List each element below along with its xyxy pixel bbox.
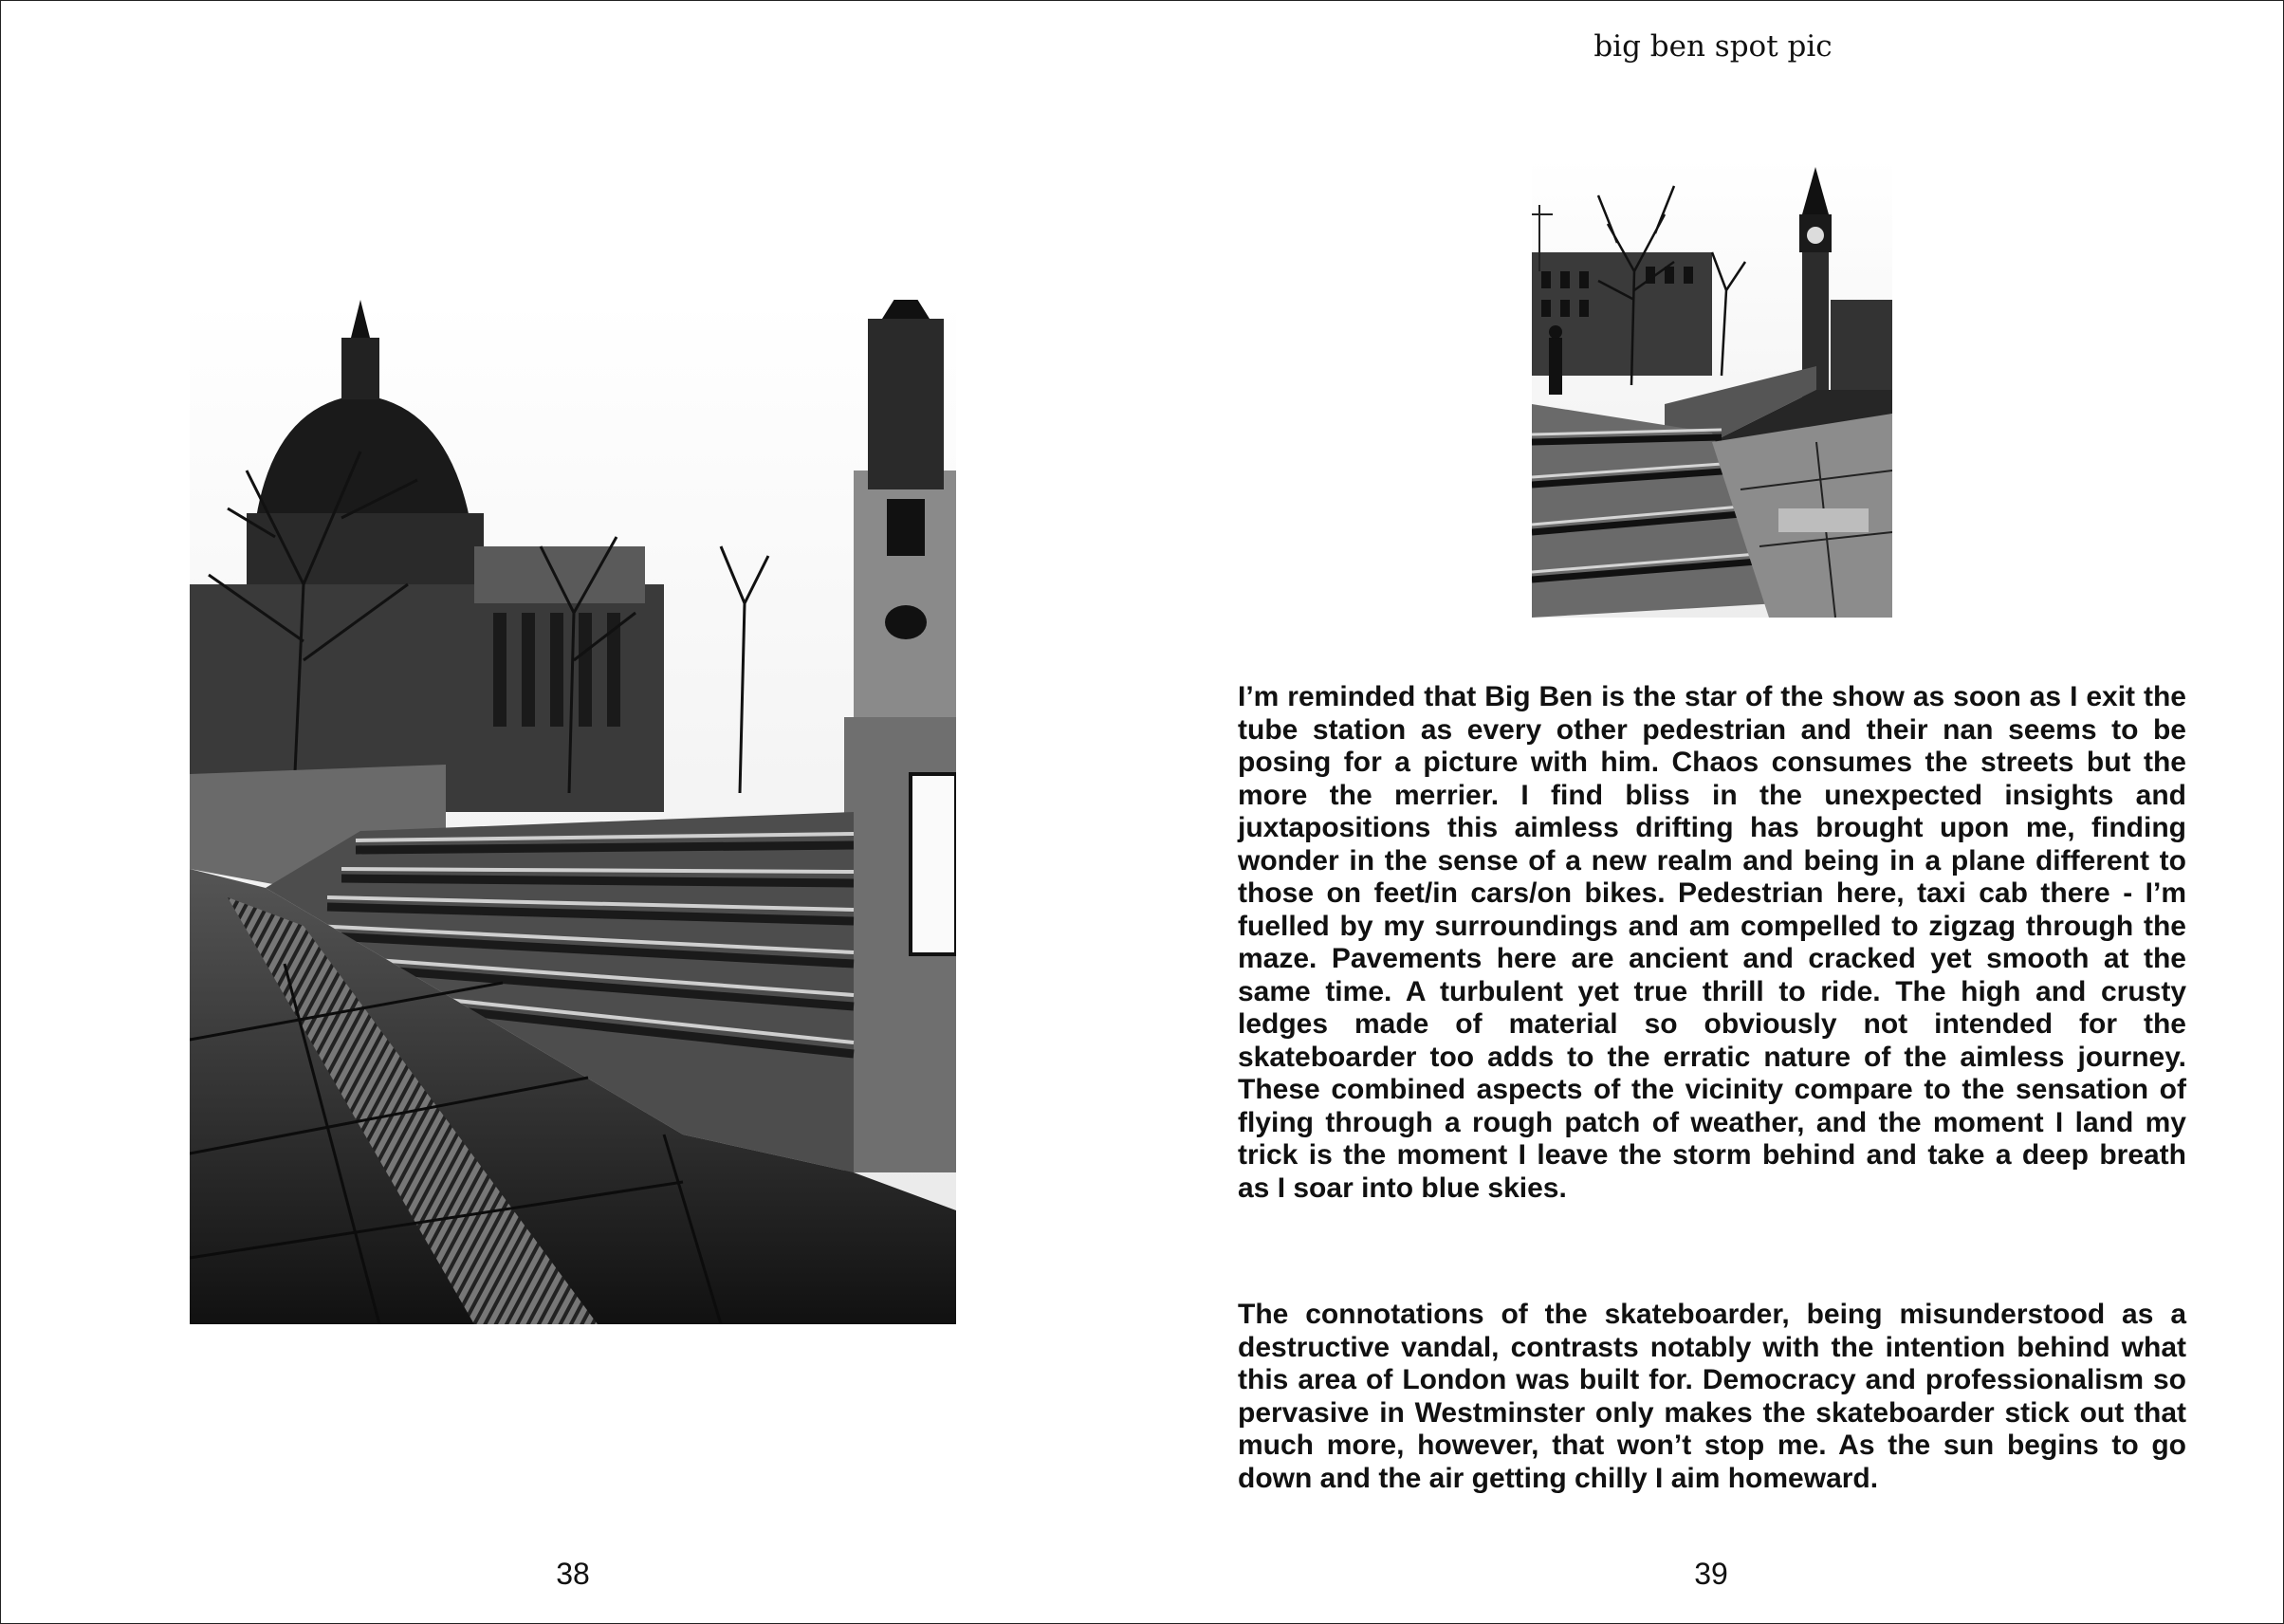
left-page <box>1 1 1143 1623</box>
st-pauls-steps-photo <box>190 300 956 1324</box>
photo-caption: big ben spot pic <box>1593 29 1833 64</box>
page-number-left: 38 <box>556 1557 590 1591</box>
big-ben-steps-photo <box>1532 157 1892 618</box>
right-page <box>1143 1 2283 1623</box>
body-paragraph-2: The connotations of the skateboarder, being misunderstood as a destructive vandal, contrasts notably with the intention behind what this area of London was built for. Democracy and professionalism so pervasive in Westminster only makes the skateboarder stick out that much more, however, that won’t stop me. As the sun begins to go down and the air getting chilly I aim homeward. <box>1238 1299 2186 1494</box>
page-number-right: 39 <box>1694 1557 1728 1591</box>
body-paragraph-1: I’m reminded that Big Ben is the star of the show as soon as I exit the tube station as every other pedestrian and their nan seems to be posing for a picture with him. Chaos consumes the streets but the more the merrier. I find bliss in the unexpected insights and juxtapositions this aimless drifting has brought upon me, finding wonder in the sense of a new realm and being in a plane different to those on feet/in cars/on bikes. Pedestrian here, taxi cab there - I’m fuelled by my surroundings and am compelled to zigzag through the maze. Pavements here are ancient and cracked yet smooth at the same time. A turbulent yet true thrill to ride. The high and crusty ledges made of material so obviously not intended for the skateboarder too adds to the erratic nature of the aimless journey. These combined aspects of the vicinity compare to the sensation of flying through a rough patch of weather, and the moment I land my trick is the moment I leave the storm behind and take a deep breath as I soar into blue skies. <box>1238 681 2186 1204</box>
